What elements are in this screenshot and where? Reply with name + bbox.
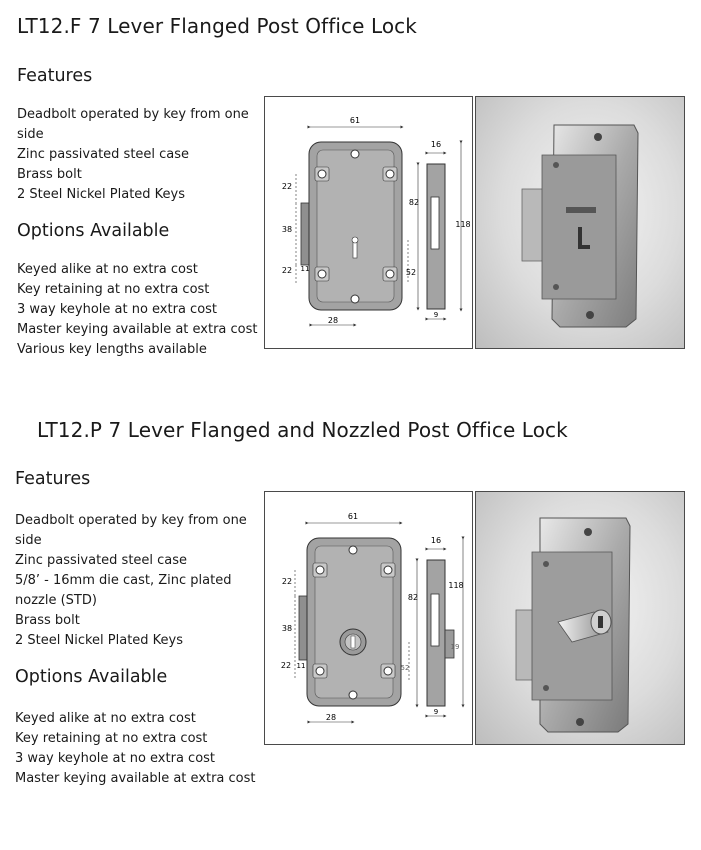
list-item: Brass bolt [15,613,80,628]
list-item: Master keying available at extra cost [17,322,258,337]
section2-features-list [15,511,247,651]
section1-technical-drawing [264,96,473,349]
dim-width-label: 61 [349,116,361,125]
dim-mid-label: 38 [281,225,293,234]
dim-depth-label: 16 [430,140,442,149]
section1-options-heading: Options Available [17,221,170,241]
lock-photo-svg [476,97,684,348]
section2-features-heading: Features [15,469,91,489]
list-item: Master keying available at extra cost [15,771,256,786]
dim-top-label: 22 [281,577,293,586]
section1-features-list [17,105,249,205]
section1-title: LT12.F 7 Lever Flanged Post Office Lock [17,14,417,38]
dim-body-height-label: 82 [407,593,419,602]
section1-features-heading: Features [17,66,93,86]
dim-bottom-label: 22 [281,266,293,275]
dim-eleven-label: 11 [300,265,310,273]
list-item: Deadbolt operated by key from one [17,107,249,122]
dim-fiftytwo-label: 52 [405,268,417,277]
list-item: Keyed alike at no extra cost [17,262,198,277]
list-item: side [15,533,42,548]
dim-twentyeight-label: 28 [325,713,337,722]
list-item: Zinc passivated steel case [17,147,190,162]
section2-technical-drawing [264,491,473,745]
list-item: Deadbolt operated by key from one [15,513,247,528]
section1-options-list [17,260,258,360]
list-item: 5/8’ - 16mm die cast, Zinc plated [15,573,232,588]
section2-options-heading: Options Available [15,667,168,687]
dim-body-height-label: 82 [408,198,420,207]
list-item: 2 Steel Nickel Plated Keys [15,633,184,648]
dim-depth-label: 16 [430,536,442,545]
list-item: Keyed alike at no extra cost [15,711,196,726]
list-item: Key retaining at no extra cost [17,282,210,297]
dim-nine-label: 9 [433,311,439,319]
list-item: Various key lengths available [17,342,207,357]
section2-product-photo [475,491,685,745]
dim-nine-label: 9 [433,708,439,716]
list-item: 3 way keyhole at no extra cost [17,302,218,317]
dim-twentyeight-label: 28 [327,316,339,325]
lock-drawing-svg [265,492,472,744]
lock-photo-svg [476,492,684,744]
dim-total-height-label: 118 [455,220,471,229]
section1-product-photo [475,96,685,349]
list-item: nozzle (STD) [15,593,97,608]
list-item: Key retaining at no extra cost [15,731,208,746]
dim-nineteen-label: 19 [450,643,460,651]
list-item: 3 way keyhole at no extra cost [15,751,216,766]
dim-top-label: 22 [281,182,293,191]
dim-fiftytwo-label: 52 [400,664,410,672]
list-item: side [17,127,44,142]
dim-width-label: 61 [347,512,359,521]
list-item: Brass bolt [17,167,82,182]
dim-bottom-label: 22 [280,661,292,670]
list-item: Zinc passivated steel case [15,553,188,568]
list-item: 2 Steel Nickel Plated Keys [17,187,186,202]
lock-drawing-svg [265,97,472,348]
dim-eleven-label: 11 [296,662,306,670]
dim-total-height-label: 118 [448,581,464,590]
section2-title: LT12.P 7 Lever Flanged and Nozzled Post Office Lock [37,418,568,442]
section2-options-list [15,709,256,789]
dim-mid-label: 38 [281,624,293,633]
